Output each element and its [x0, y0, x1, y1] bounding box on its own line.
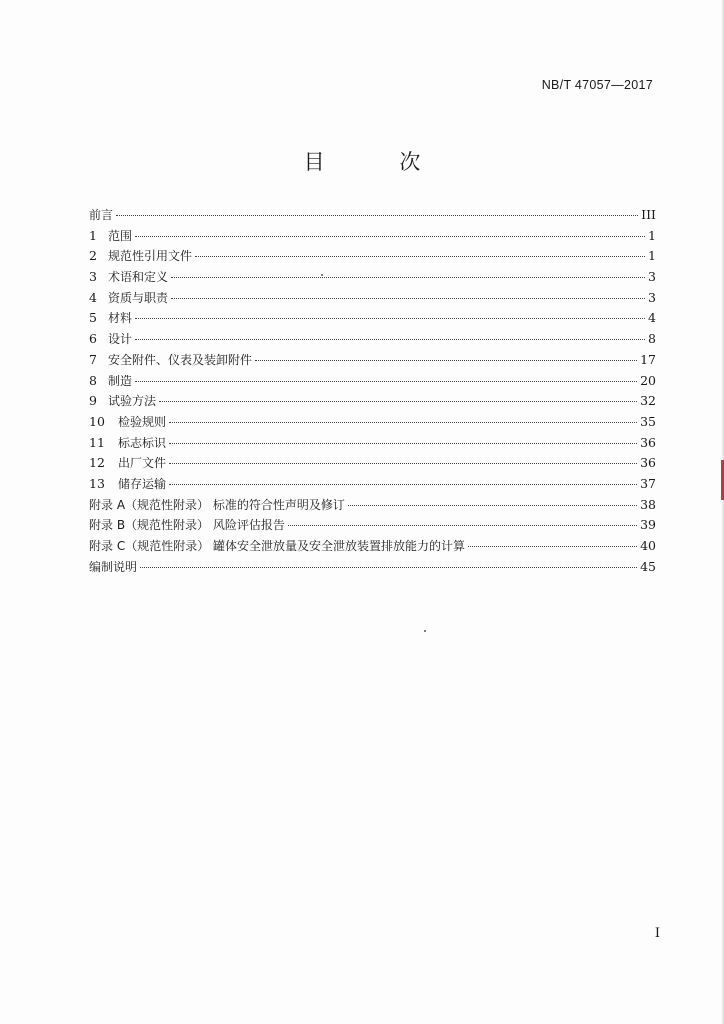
toc-entry-page: 36 [640, 455, 656, 471]
scan-speck [424, 630, 426, 632]
toc-entry-page: 39 [640, 517, 656, 533]
toc-entry-label: 检验规则 [118, 414, 167, 429]
toc-entry-page: 4 [648, 310, 656, 326]
toc-entry-label: 标志标识 [118, 435, 167, 450]
toc-entry-label: 制造 [108, 373, 133, 388]
toc-entry-8[interactable] [89, 371, 656, 392]
toc-entry-12[interactable] [89, 453, 656, 474]
toc-entry-3[interactable] [89, 267, 656, 288]
toc-entry-page: 1 [648, 227, 656, 243]
table-of-contents [89, 205, 656, 577]
toc-entry-page: III [641, 207, 656, 222]
toc-entry-number: 6 [89, 331, 97, 347]
standard-number: NB/T 47057—2017 [541, 78, 653, 92]
toc-entry-6[interactable] [89, 329, 656, 350]
toc-entry-page: 45 [640, 558, 656, 574]
toc-entry-page: 1 [648, 248, 656, 264]
dot-leader [135, 318, 645, 319]
dot-leader [348, 505, 637, 506]
toc-entry-9[interactable] [89, 391, 656, 412]
toc-entry-label: 术语和定义 [108, 270, 169, 285]
toc-entry-number: 7 [89, 351, 97, 367]
toc-entry-1[interactable] [89, 226, 656, 247]
toc-entry-number: 13 [89, 475, 105, 491]
toc-entry-label: 材料 [108, 311, 133, 326]
toc-entry-page: 17 [640, 351, 656, 367]
toc-entry-page: 40 [640, 538, 656, 553]
dot-leader [135, 339, 645, 340]
dot-leader [140, 567, 637, 568]
dot-leader [169, 443, 637, 444]
toc-entry-number: 10 [89, 413, 105, 429]
dot-leader [255, 360, 637, 361]
toc-entry-label: 规范性引用文件 [108, 249, 193, 264]
dot-leader [288, 525, 637, 526]
dot-leader [135, 381, 637, 382]
toc-entry-page: 3 [648, 269, 656, 285]
dot-leader [171, 277, 645, 278]
toc-entry-label: 储存运输 [118, 476, 167, 491]
dot-leader [171, 298, 645, 299]
toc-entry-10[interactable] [89, 412, 656, 433]
toc-entry-label: 范围 [108, 228, 133, 243]
toc-entry-label: 附录 B（规范性附录） 风险评估报告 [89, 518, 285, 533]
page-title: 目 次 [303, 150, 455, 174]
dot-leader [468, 546, 637, 547]
toc-entry-5[interactable] [89, 308, 656, 329]
toc-entry-appendix-c[interactable] [89, 536, 656, 557]
toc-entry-label: 附录 C（规范性附录） 罐体安全泄放量及安全泄放装置排放能力的计算 [89, 539, 466, 553]
toc-entry-page: 8 [648, 331, 656, 347]
toc-entry-appendix-b[interactable] [89, 515, 656, 536]
scan-speck [321, 274, 323, 276]
toc-entry-4[interactable] [89, 288, 656, 309]
toc-entry-number: 1 [89, 227, 97, 243]
dot-leader [169, 422, 637, 423]
toc-entry-foreword[interactable] [89, 205, 656, 226]
toc-entry-7[interactable] [89, 350, 656, 371]
toc-entry-label: 前言 [89, 208, 114, 222]
toc-entry-number: 4 [89, 289, 97, 305]
dot-leader [159, 401, 637, 402]
toc-entry-number: 12 [89, 455, 105, 471]
toc-entry-label: 资质与职责 [108, 290, 169, 305]
toc-entry-number: 11 [89, 434, 105, 450]
toc-entry-2[interactable] [89, 246, 656, 267]
toc-entry-label: 出厂文件 [118, 456, 167, 471]
dot-leader [169, 484, 637, 485]
toc-entry-page: 32 [640, 393, 656, 409]
toc-entry-page: 20 [640, 372, 656, 388]
toc-entry-page: 3 [648, 289, 656, 305]
toc-entry-page: 37 [640, 475, 656, 491]
toc-entry-number: 3 [89, 269, 97, 285]
toc-entry-label: 试验方法 [108, 394, 157, 409]
toc-entry-label: 编制说明 [89, 559, 138, 574]
toc-entry-page: 36 [640, 434, 656, 450]
dot-leader [116, 215, 638, 216]
toc-entry-number: 9 [89, 393, 97, 409]
dot-leader [135, 236, 645, 237]
page-number: I [654, 926, 660, 941]
toc-entry-explanation[interactable] [89, 557, 656, 578]
toc-entry-page: 35 [640, 413, 656, 429]
dot-leader [169, 463, 637, 464]
dot-leader [195, 256, 645, 257]
toc-entry-number: 2 [89, 248, 97, 264]
toc-entry-number: 5 [89, 310, 97, 326]
toc-entry-13[interactable] [89, 474, 656, 495]
toc-entry-label: 设计 [108, 332, 133, 347]
toc-entry-label: 附录 A（规范性附录） 标准的符合性声明及修订 [89, 497, 345, 512]
toc-entry-page: 38 [640, 496, 656, 512]
toc-entry-appendix-a[interactable] [89, 495, 656, 516]
toc-entry-number: 8 [89, 372, 97, 388]
toc-entry-label: 安全附件、仪表及装卸附件 [108, 352, 253, 367]
toc-entry-11[interactable] [89, 433, 656, 454]
